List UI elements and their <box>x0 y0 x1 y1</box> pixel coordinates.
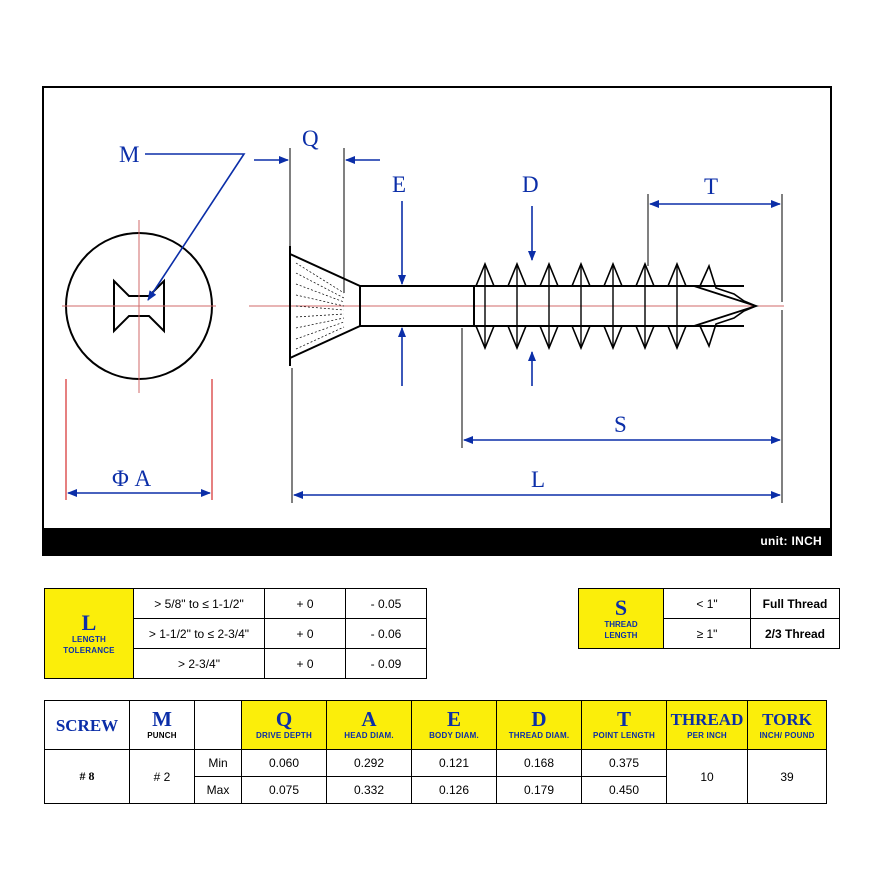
screw-size-value: # 8 <box>45 750 130 804</box>
row-label-max: Max <box>195 777 242 804</box>
header-t <box>582 701 667 750</box>
d-min-value: 0.168 <box>497 750 582 777</box>
punch-size-value: # 2 <box>130 750 195 804</box>
header-d-sub: THREAD DIAM. <box>508 731 570 740</box>
label-S: S <box>614 412 627 437</box>
label-Q: Q <box>302 126 319 151</box>
e-max-value: 0.126 <box>412 777 497 804</box>
dimension-M <box>119 142 244 300</box>
header-m-sub: PUNCH <box>147 731 177 740</box>
length-range-3: > 2-3/4" <box>134 649 265 679</box>
header-a-sub: HEAD DIAM. <box>344 731 394 740</box>
dimension-L <box>292 368 782 503</box>
length-tolerance-subtitle-1: LENGTH <box>71 634 107 644</box>
length-range-1: > 5/8" to ≤ 1-1/2" <box>134 589 265 619</box>
header-e <box>412 701 497 750</box>
thread-range-2: ≥ 1" <box>664 619 751 649</box>
screw-technical-drawing <box>44 88 830 554</box>
row-label-min: Min <box>195 750 242 777</box>
t-min-value: 0.375 <box>582 750 667 777</box>
d-max-value: 0.179 <box>497 777 582 804</box>
tork-value: 39 <box>748 750 827 804</box>
thread-value-1: Full Thread <box>751 589 840 619</box>
a-min-value: 0.292 <box>327 750 412 777</box>
screw-spec-table <box>44 700 827 804</box>
q-max-value: 0.075 <box>242 777 327 804</box>
label-T: T <box>704 174 719 199</box>
header-screw <box>45 701 130 750</box>
header-m-label: M <box>152 707 172 731</box>
dimension-E <box>392 172 406 386</box>
header-e-label: E <box>446 707 461 731</box>
length-plus-1: + 0 <box>265 589 346 619</box>
thread-length-title: S <box>614 594 628 620</box>
dimension-phi-A <box>66 379 212 500</box>
thread-length-title-cell <box>579 589 664 649</box>
thread-length-table <box>578 588 840 649</box>
header-t-label: T <box>616 707 631 731</box>
header-a <box>327 701 412 750</box>
label-M: M <box>119 142 140 167</box>
header-t-sub: POINT LENGTH <box>593 731 655 740</box>
table-row <box>45 750 827 777</box>
technical-drawing-panel <box>42 86 832 556</box>
table-header-row <box>45 701 827 750</box>
length-tolerance-subtitle-2: TOLERANCE <box>63 645 115 655</box>
label-phi-A: Φ A <box>112 466 152 491</box>
a-max-value: 0.332 <box>327 777 412 804</box>
thread-length-subtitle-1: THREAD <box>604 619 638 629</box>
length-plus-2: + 0 <box>265 619 346 649</box>
length-minus-3: - 0.09 <box>346 649 427 679</box>
length-range-2: > 1-1/2" to ≤ 2-3/4" <box>134 619 265 649</box>
head-front-view <box>62 220 216 393</box>
header-thread-sub: PER INCH <box>687 731 727 740</box>
length-minus-1: - 0.05 <box>346 589 427 619</box>
table-row <box>45 589 427 619</box>
dimension-D <box>522 172 539 386</box>
header-m <box>130 701 195 750</box>
dimension-Q <box>254 126 380 293</box>
length-tolerance-title-cell <box>45 589 134 679</box>
thread-range-1: < 1" <box>664 589 751 619</box>
length-tolerance-title: L <box>81 609 97 635</box>
t-max-value: 0.450 <box>582 777 667 804</box>
q-min-value: 0.060 <box>242 750 327 777</box>
header-a-label: A <box>361 707 377 731</box>
table-row <box>579 589 840 619</box>
label-L: L <box>531 467 546 492</box>
header-tork-label: TORK <box>762 710 812 729</box>
thread-length-subtitle-2: LENGTH <box>604 630 638 640</box>
header-screw-label: SCREW <box>55 715 119 735</box>
label-E: E <box>392 172 407 197</box>
header-q-sub: DRIVE DEPTH <box>256 731 312 740</box>
header-e-sub: BODY DIAM. <box>429 731 479 740</box>
header-tork-sub: INCH/ POUND <box>759 731 815 740</box>
header-thread-label: THREAD <box>670 710 744 729</box>
length-tolerance-table <box>44 588 427 679</box>
header-minmax <box>195 701 242 750</box>
header-tork <box>748 701 827 750</box>
e-min-value: 0.121 <box>412 750 497 777</box>
thread-per-inch-value: 10 <box>667 750 748 804</box>
header-d <box>497 701 582 750</box>
header-q <box>242 701 327 750</box>
label-D: D <box>522 172 539 197</box>
header-q-label: Q <box>275 707 293 731</box>
thread-value-2: 2/3 Thread <box>751 619 840 649</box>
header-thread <box>667 701 748 750</box>
screw-side-view <box>249 246 784 366</box>
unit-label: unit: INCH <box>760 534 822 548</box>
header-d-label: D <box>531 707 547 731</box>
length-plus-3: + 0 <box>265 649 346 679</box>
length-minus-2: - 0.06 <box>346 619 427 649</box>
unit-bar <box>42 528 832 556</box>
